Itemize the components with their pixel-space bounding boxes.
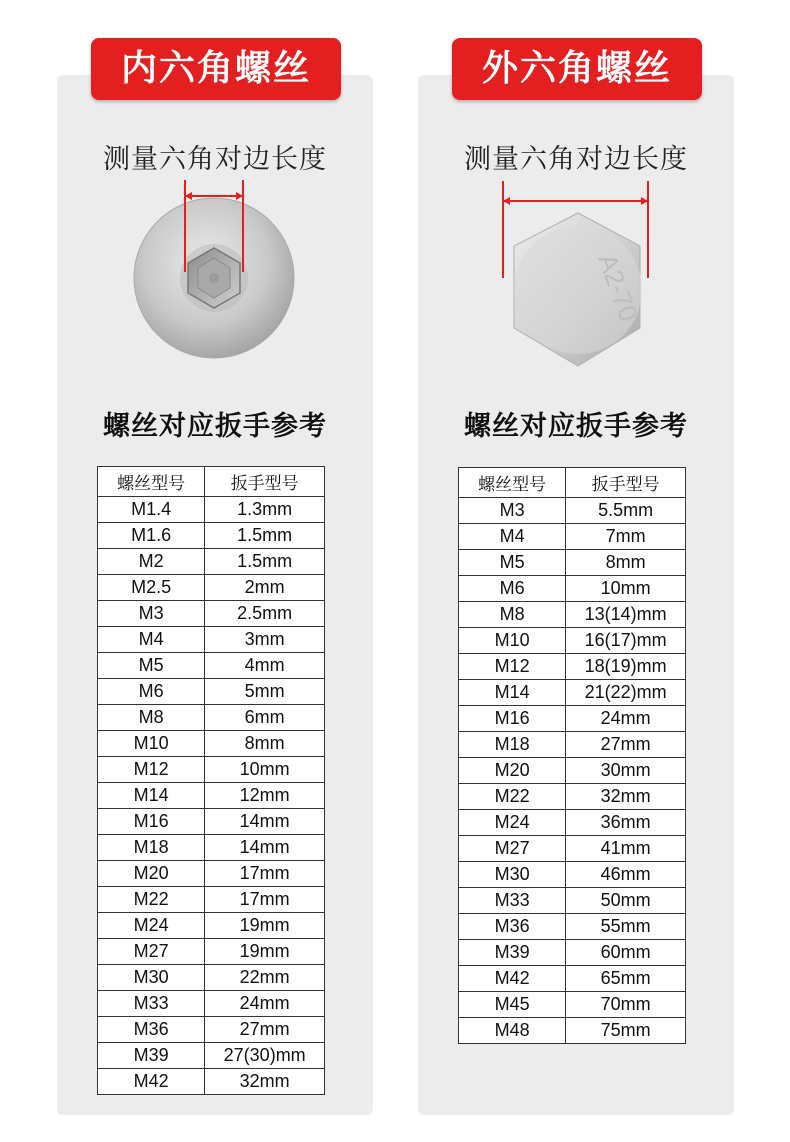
- wrench-size-cell: 14mm: [205, 809, 325, 835]
- wrench-size-cell: 55mm: [566, 914, 686, 940]
- table-row: [98, 601, 325, 627]
- table-row: [98, 757, 325, 783]
- left-measure-label: 测量六角对边长度: [103, 144, 327, 175]
- table-row: [459, 550, 686, 576]
- table-row: [98, 1043, 325, 1069]
- wrench-size-cell: 21(22)mm: [566, 680, 686, 706]
- screw-size-cell: M22: [459, 784, 566, 810]
- wrench-size-cell: 16(17)mm: [566, 628, 686, 654]
- wrench-size-cell: 13(14)mm: [566, 602, 686, 628]
- table-row: [98, 809, 325, 835]
- table-row: [98, 523, 325, 549]
- table-row: [459, 862, 686, 888]
- wrench-size-cell: 32mm: [566, 784, 686, 810]
- table-row: [98, 939, 325, 965]
- table-row: [98, 991, 325, 1017]
- table-row: [459, 758, 686, 784]
- screw-size-cell: M14: [459, 680, 566, 706]
- table-row: [459, 654, 686, 680]
- screw-size-cell: M10: [98, 731, 205, 757]
- table-row: [459, 732, 686, 758]
- screw-size-cell: M30: [459, 862, 566, 888]
- wrench-size-cell: 1.5mm: [205, 549, 325, 575]
- screw-size-cell: M18: [459, 732, 566, 758]
- table-row: [459, 576, 686, 602]
- wrench-size-cell: 6mm: [205, 705, 325, 731]
- wrench-size-cell: 24mm: [566, 706, 686, 732]
- screw-size-cell: M6: [98, 679, 205, 705]
- table-row: [459, 888, 686, 914]
- table-row: [98, 731, 325, 757]
- table-row: [98, 497, 325, 523]
- screw-size-cell: M8: [98, 705, 205, 731]
- table-row: [98, 913, 325, 939]
- wrench-size-cell: 27mm: [566, 732, 686, 758]
- table-row: [459, 680, 686, 706]
- table-row: [98, 705, 325, 731]
- screw-size-cell: M39: [459, 940, 566, 966]
- screw-size-cell: M36: [459, 914, 566, 940]
- wrench-size-cell: 7mm: [566, 524, 686, 550]
- screw-size-cell: M27: [459, 836, 566, 862]
- table-row: [98, 783, 325, 809]
- wrench-size-cell: 19mm: [205, 913, 325, 939]
- table-row: [459, 524, 686, 550]
- wrench-size-cell: 4mm: [205, 653, 325, 679]
- screw-size-cell: M12: [459, 654, 566, 680]
- screw-size-cell: M6: [459, 576, 566, 602]
- screw-size-cell: M10: [459, 628, 566, 654]
- table-row: [98, 1017, 325, 1043]
- screw-size-cell: M2: [98, 549, 205, 575]
- screw-size-cell: M1.4: [98, 497, 205, 523]
- screw-size-cell: M42: [459, 966, 566, 992]
- wrench-size-cell: 5mm: [205, 679, 325, 705]
- hex-bolt-wrench-table: [458, 467, 686, 1044]
- table-row: [98, 549, 325, 575]
- wrench-size-cell: 24mm: [205, 991, 325, 1017]
- right-table-title: 螺丝对应扳手参考: [464, 411, 688, 442]
- screw-size-cell: M33: [459, 888, 566, 914]
- wrench-size-cell: 30mm: [566, 758, 686, 784]
- wrench-size-cell: 41mm: [566, 836, 686, 862]
- screw-size-cell: M3: [459, 498, 566, 524]
- screw-size-cell: M16: [98, 809, 205, 835]
- socket-head-screw-illustration: [120, 178, 310, 368]
- hex-bolt-banner: 外六角螺丝: [452, 38, 702, 100]
- table-header-row: [98, 467, 325, 497]
- wrench-size-cell: 17mm: [205, 861, 325, 887]
- screw-size-cell: M4: [98, 627, 205, 653]
- table-row: [98, 861, 325, 887]
- table-row: [459, 784, 686, 810]
- table-row: [459, 810, 686, 836]
- screw-size-cell: M5: [459, 550, 566, 576]
- wrench-size-cell: 14mm: [205, 835, 325, 861]
- wrench-size-cell: 27mm: [205, 1017, 325, 1043]
- header-wrench-size: 扳手型号: [566, 468, 686, 498]
- table-row: [459, 992, 686, 1018]
- screw-size-cell: M20: [459, 758, 566, 784]
- wrench-size-cell: 18(19)mm: [566, 654, 686, 680]
- wrench-size-cell: 2.5mm: [205, 601, 325, 627]
- table-row: [98, 679, 325, 705]
- table-header-row: [459, 468, 686, 498]
- wrench-size-cell: 65mm: [566, 966, 686, 992]
- wrench-size-cell: 3mm: [205, 627, 325, 653]
- header-wrench-size: 扳手型号: [205, 467, 325, 497]
- screw-size-cell: M3: [98, 601, 205, 627]
- wrench-size-cell: 5.5mm: [566, 498, 686, 524]
- screw-size-cell: M48: [459, 1018, 566, 1044]
- screw-size-cell: M42: [98, 1069, 205, 1095]
- table-row: [459, 836, 686, 862]
- head-marking: A2-70: [592, 249, 645, 326]
- screw-size-cell: M45: [459, 992, 566, 1018]
- screw-size-cell: M14: [98, 783, 205, 809]
- screw-size-cell: M12: [98, 757, 205, 783]
- table-row: [459, 706, 686, 732]
- screw-size-cell: M4: [459, 524, 566, 550]
- wrench-size-cell: 2mm: [205, 575, 325, 601]
- table-row: [98, 1069, 325, 1095]
- wrench-size-cell: 12mm: [205, 783, 325, 809]
- wrench-size-cell: 36mm: [566, 810, 686, 836]
- table-row: [98, 965, 325, 991]
- screw-size-cell: M36: [98, 1017, 205, 1043]
- wrench-size-cell: 32mm: [205, 1069, 325, 1095]
- wrench-size-cell: 8mm: [205, 731, 325, 757]
- table-row: [98, 627, 325, 653]
- screw-size-cell: M20: [98, 861, 205, 887]
- screw-size-cell: M24: [459, 810, 566, 836]
- screw-size-cell: M18: [98, 835, 205, 861]
- wrench-size-cell: 75mm: [566, 1018, 686, 1044]
- screw-size-cell: M16: [459, 706, 566, 732]
- table-row: [98, 887, 325, 913]
- table-row: [459, 628, 686, 654]
- screw-size-cell: M5: [98, 653, 205, 679]
- screw-size-cell: M30: [98, 965, 205, 991]
- wrench-size-cell: 19mm: [205, 939, 325, 965]
- wrench-size-cell: 17mm: [205, 887, 325, 913]
- wrench-size-cell: 27(30)mm: [205, 1043, 325, 1069]
- header-screw-size: 螺丝型号: [98, 467, 205, 497]
- wrench-size-cell: 60mm: [566, 940, 686, 966]
- socket-screw-banner: 内六角螺丝: [91, 38, 341, 100]
- wrench-size-cell: 1.3mm: [205, 497, 325, 523]
- header-screw-size: 螺丝型号: [459, 468, 566, 498]
- table-row: [459, 966, 686, 992]
- wrench-size-cell: 50mm: [566, 888, 686, 914]
- wrench-size-cell: 22mm: [205, 965, 325, 991]
- screw-size-cell: M8: [459, 602, 566, 628]
- screw-size-cell: M27: [98, 939, 205, 965]
- wrench-size-cell: 70mm: [566, 992, 686, 1018]
- table-row: [98, 835, 325, 861]
- socket-screw-wrench-table: [97, 466, 325, 1095]
- screw-size-cell: M24: [98, 913, 205, 939]
- table-row: [98, 575, 325, 601]
- table-row: [459, 940, 686, 966]
- wrench-size-cell: 10mm: [205, 757, 325, 783]
- wrench-size-cell: 10mm: [566, 576, 686, 602]
- right-measure-label: 测量六角对边长度: [464, 144, 688, 175]
- table-row: [459, 498, 686, 524]
- wrench-size-cell: 8mm: [566, 550, 686, 576]
- hex-bolt-illustration: [490, 178, 670, 378]
- screw-size-cell: M22: [98, 887, 205, 913]
- left-table-title: 螺丝对应扳手参考: [103, 411, 327, 442]
- screw-size-cell: M2.5: [98, 575, 205, 601]
- table-row: [98, 653, 325, 679]
- screw-size-cell: M33: [98, 991, 205, 1017]
- table-row: [459, 914, 686, 940]
- table-row: [459, 602, 686, 628]
- wrench-size-cell: 1.5mm: [205, 523, 325, 549]
- screw-size-cell: M1.6: [98, 523, 205, 549]
- screw-size-cell: M39: [98, 1043, 205, 1069]
- table-row: [459, 1018, 686, 1044]
- wrench-size-cell: 46mm: [566, 862, 686, 888]
